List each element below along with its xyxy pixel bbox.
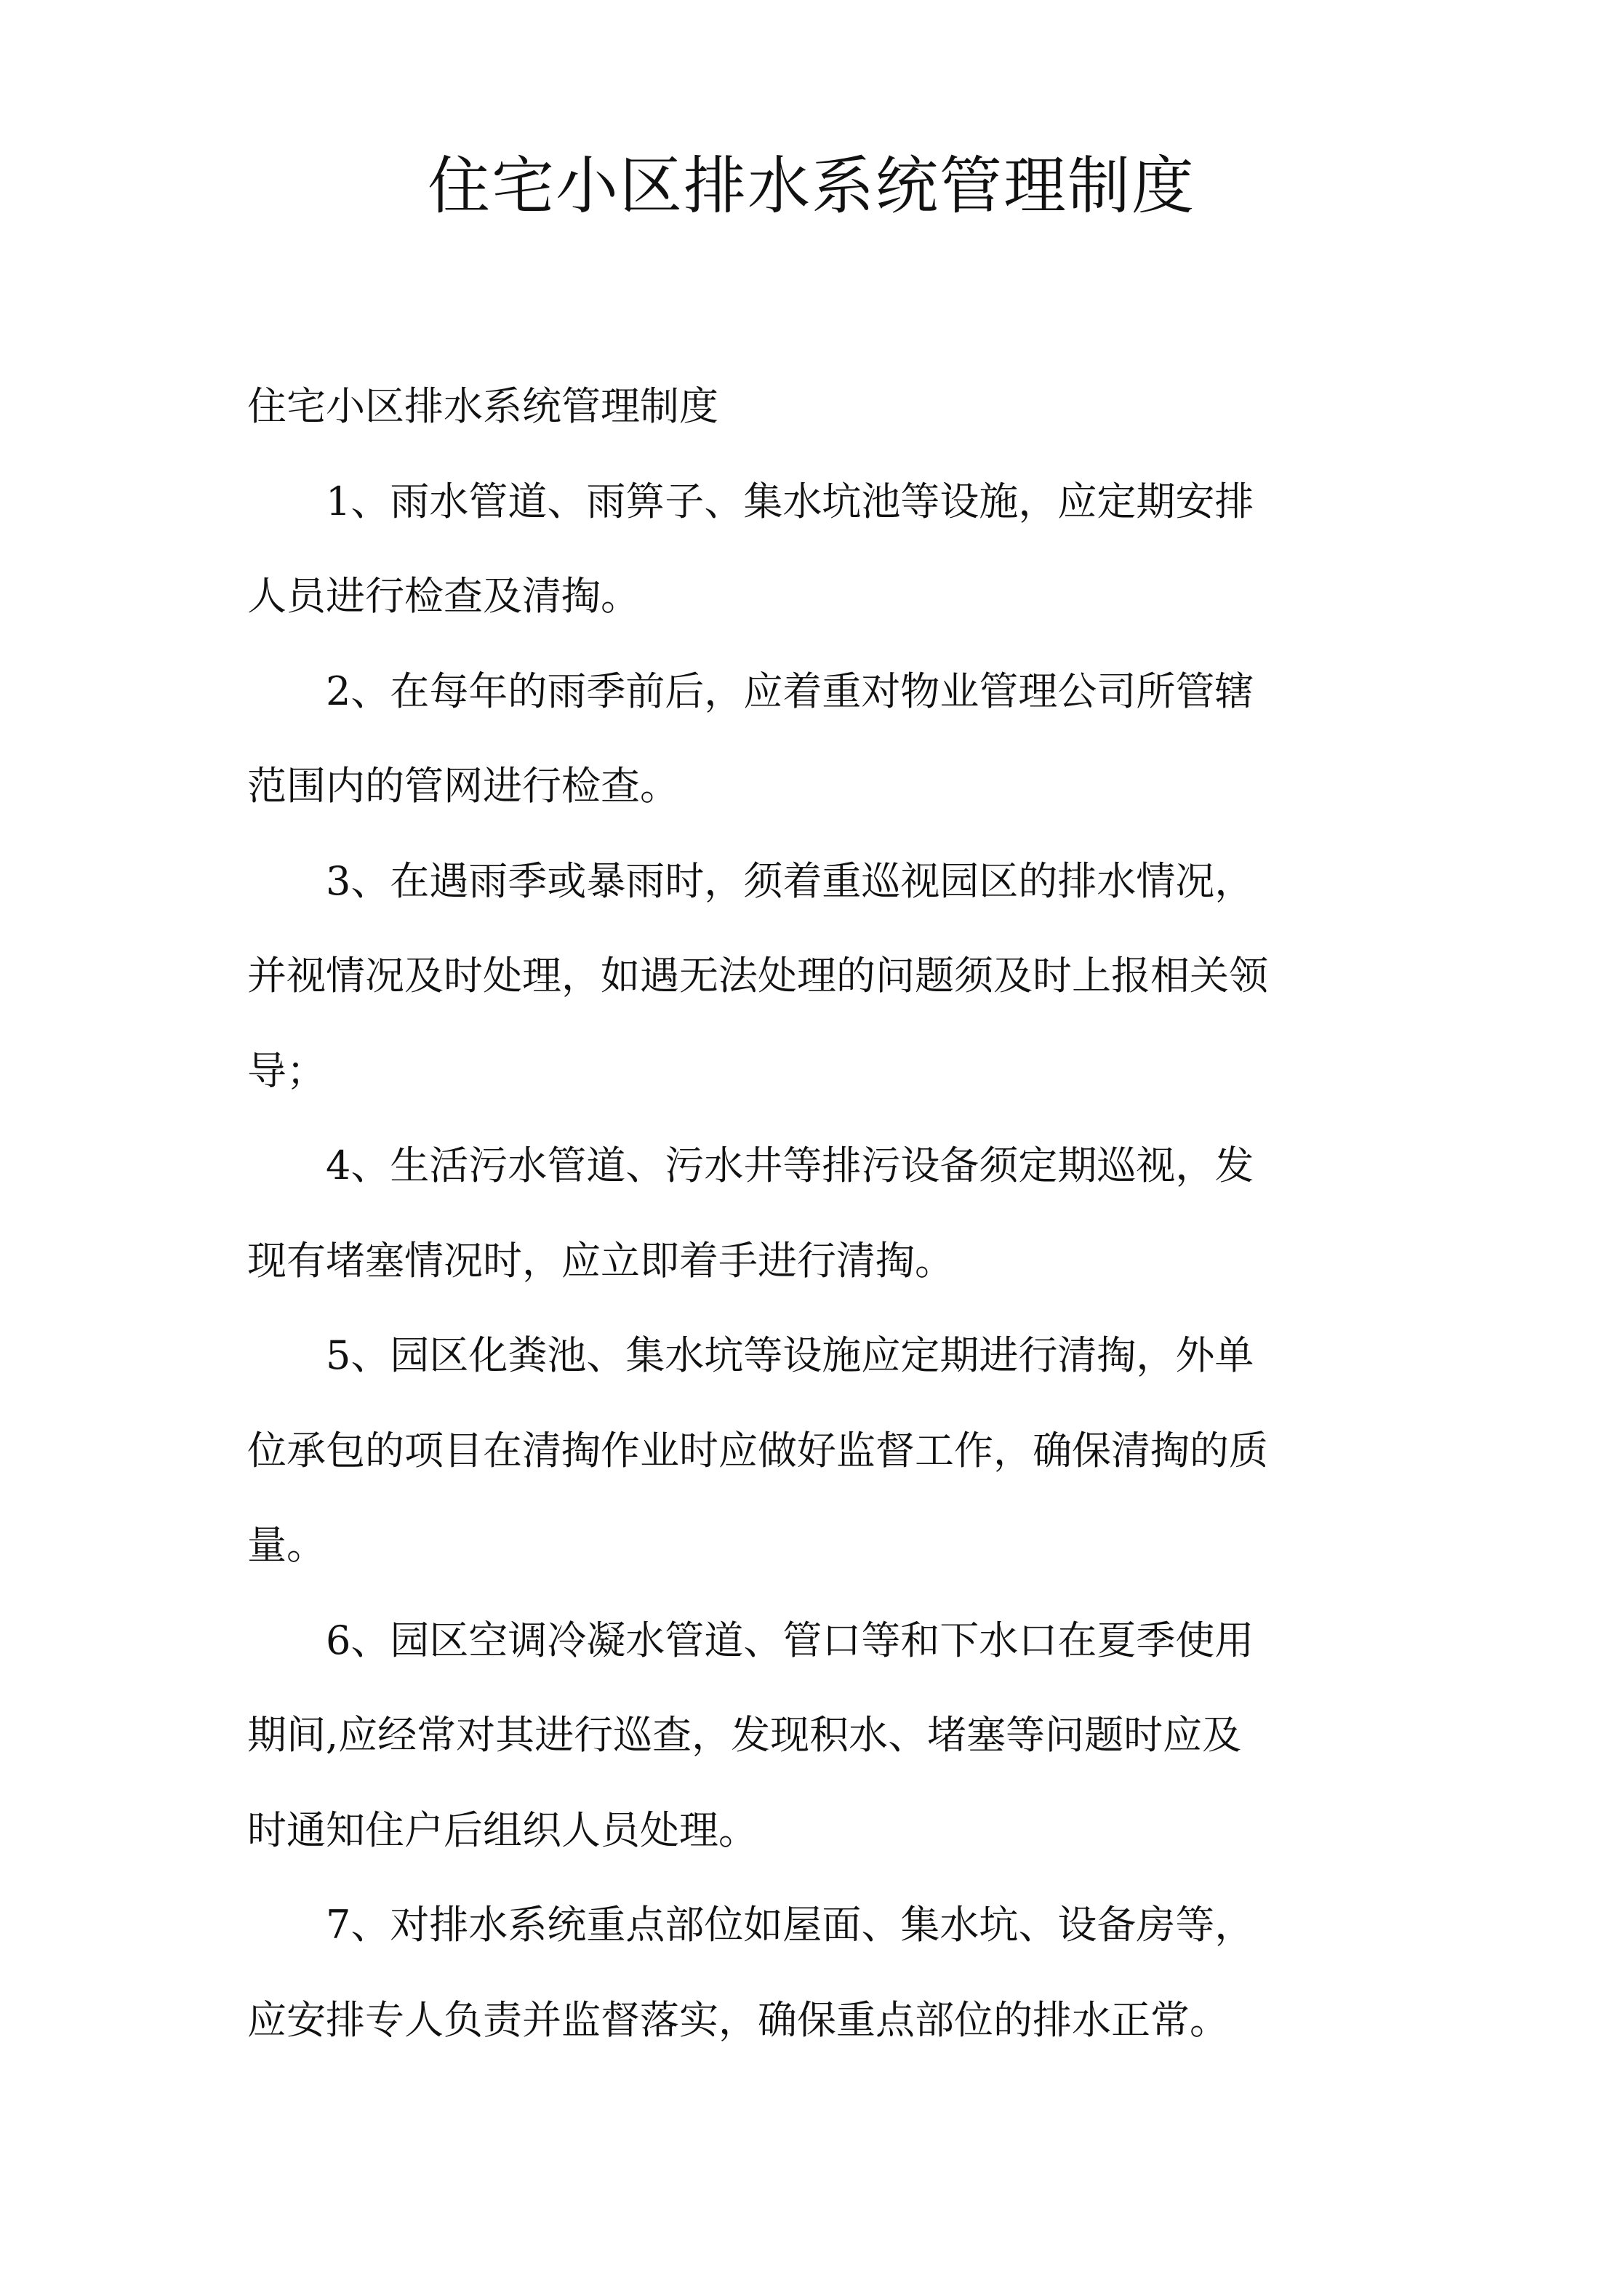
text-line: 6、园区空调冷凝水管道、管口等和下水口在夏季使用 bbox=[326, 1617, 1254, 1663]
text-line: 5、园区化粪池、集水坑等设施应定期进行清掏，外单 bbox=[326, 1332, 1254, 1378]
text-line: 范围内的管网进行检查。 bbox=[247, 763, 679, 809]
body-heading: 住宅小区排水系统管理制度 bbox=[247, 383, 718, 429]
document-body bbox=[247, 359, 1382, 2068]
text-line: 人员进行检查及清掏。 bbox=[247, 573, 640, 619]
text-line: 3、在遇雨季或暴雨时，须着重巡视园区的排水情况， bbox=[326, 857, 1254, 904]
text-line: 应安排专人负责并监督落实，确保重点部位的排水正常。 bbox=[247, 1996, 1229, 2043]
text-line: 导； bbox=[247, 1047, 326, 1094]
text-line: 2、在每年的雨季前后，应着重对物业管理公司所管辖 bbox=[326, 668, 1254, 714]
text-line: 4、生活污水管道、污水井等排污设备须定期巡视，发 bbox=[326, 1143, 1254, 1188]
text-line: 量。 bbox=[247, 1522, 326, 1568]
text-line: 时通知住户后组织人员处理。 bbox=[247, 1807, 758, 1853]
text-line: 1、雨水管道、雨箅子、集水坑池等设施，应定期安排 bbox=[326, 478, 1254, 524]
text-line: 并视情况及时处理，如遇无法处理的问题须及时上报相关领 bbox=[247, 953, 1268, 999]
page-title: 住宅小区排水系统管理制度 bbox=[428, 150, 1195, 223]
text-line: 期间,应经常对其进行巡查，发现积水、堵塞等问题时应及 bbox=[247, 1712, 1242, 1758]
text-line: 7、对排水系统重点部位如屋面、集水坑、设备房等， bbox=[326, 1902, 1254, 1948]
text-line: 现有堵塞情况时，应立即着手进行清掏。 bbox=[247, 1237, 954, 1284]
text-line: 位承包的项目在清掏作业时应做好监督工作，确保清掏的质 bbox=[247, 1427, 1268, 1473]
